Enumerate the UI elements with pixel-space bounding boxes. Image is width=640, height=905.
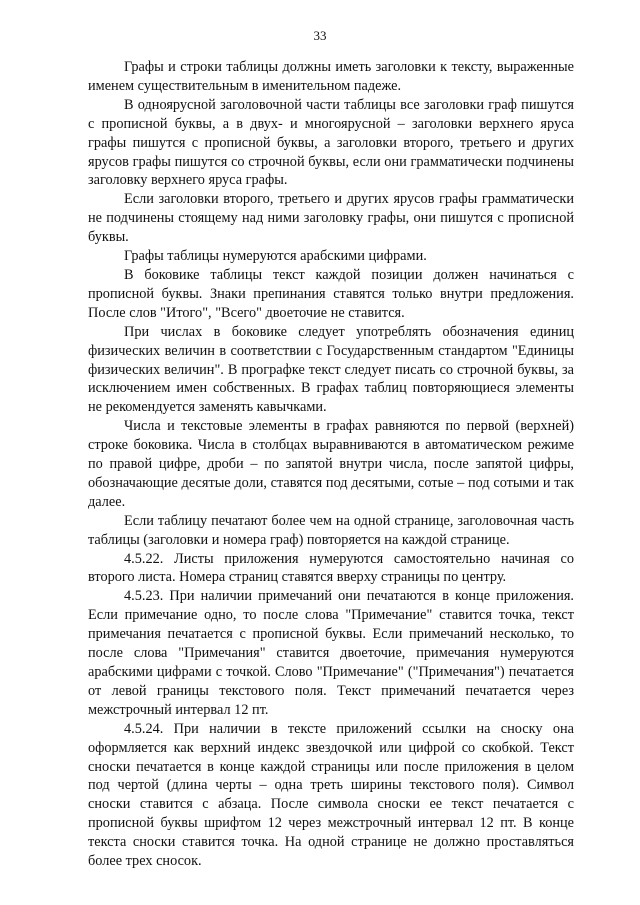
paragraph-4-5-23: 4.5.23. При наличии примечаний они печатаются в конце приложения. Если примечание одно, то после слова "Примечание" ставится точка, текст примечания печатается с прописной буквы. Если примечаний несколько, то после слова "Примечания" ставится двоеточие, примечания нумеруются арабскими цифрами с точкой. Слово "Примечание" ("Примечания") печатается от левой границы текстового поля. Текст примечаний печатается через межстрочный интервал 12 пт.	[88, 588, 574, 718]
paragraph-unsubordinated-headers: Если заголовки второго, третьего и других ярусов графы грамматически не подчинены стоящему над ними заголовку графы, они пишутся с прописной буквы.	[88, 191, 574, 246]
paragraph-table-continuation: Если таблицу печатают более чем на одной странице, заголовочная часть таблицы (заголовки и номера граф) повторяется на каждой странице.	[88, 512, 574, 548]
paragraph-single-tier-headers: В одноярусной заголовочной части таблицы все заголовки граф пишутся с прописной буквы, а в двух- и многоярусной – заголовки верхнего яруса графы пишутся с прописной буквы, а заголовки второго, третьего и других ярусов графы пишутся со строчной буквы, если они грамматически подчинены заголовку верхнего яруса графы.	[88, 96, 574, 189]
document-body	[88, 58, 574, 871]
paragraph-column-numbering: Графы таблицы нумеруются арабскими цифрами.	[124, 248, 427, 265]
paragraph-number-alignment: Числа и текстовые элементы в графах равняются по первой (верхней) строке боковика. Числа в столбцах выравниваются в автоматическом режиме по правой цифре, дроби – по запятой внутри числа, после запятой цифры, обозначающие десятые доли, ставятся под десятыми, сотые – под сотыми и так далее.	[88, 418, 574, 510]
paragraph-stub-text: В боковике таблицы текст каждой позиции должен начинаться с прописной буквы. Знаки препинания ставятся только внутри предложения. После слов "Итого", "Всего" двоеточие не ставится.	[88, 266, 574, 321]
paragraph-4-5-24: 4.5.24. При наличии в тексте приложений ссылки на сноску она оформляется как верхний индекс звездочкой или цифрой со скобкой. Текст сноски печатается в конце каждой страницы или после приложения в целом под чертой (длина черты – одна треть ширины текстового поля). Символ сноски ставится с абзаца. После символа сноски ее текст печатается с прописной буквы шрифтом 12 через межстрочный интервал 12 пт. В конце текста сноски ставится точка. На одной странице не должно проставляться более трех сносок.	[88, 720, 574, 870]
paragraph-column-headers: Графы и строки таблицы должны иметь заголовки к тексту, выраженные именем существительным в именительном падеже.	[88, 59, 574, 94]
paragraph-units: При числах в боковике следует употреблять обозначения единиц физических величин в соответствии с Государственным стандартом "Единицы физических величин". В прографке текст следует писать со строчной буквы, за исключением имен собственных. В графах таблиц повторяющиеся элементы не рекомендуется заменять кавычками.	[88, 323, 574, 416]
paragraph-4-5-22: 4.5.22. Листы приложения нумеруются самостоятельно начиная со второго листа. Номера страниц ставятся вверху страницы по центру.	[88, 550, 574, 586]
page-number: 33	[313, 28, 327, 43]
